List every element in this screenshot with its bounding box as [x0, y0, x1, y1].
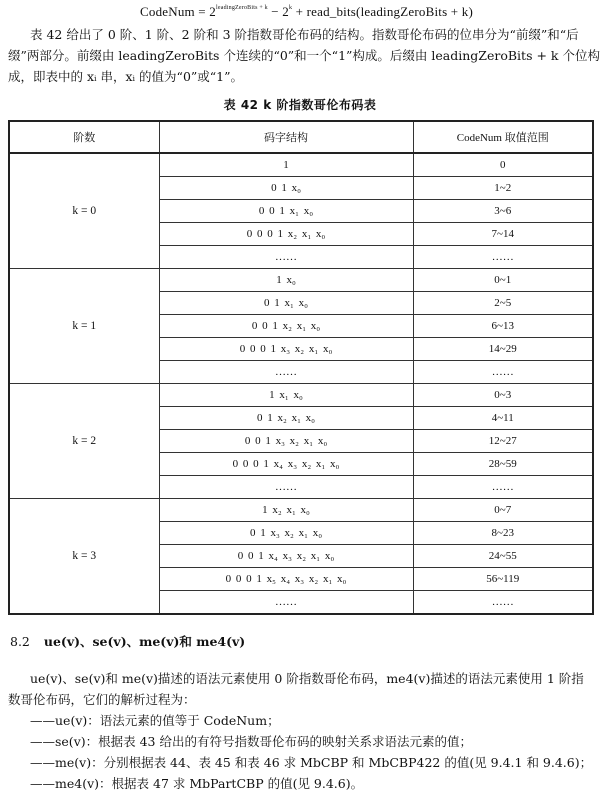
table-header-row: [9, 121, 593, 153]
codeword-cell: 0 0 0 1 x₃ x₂ x₁ x₀: [159, 338, 413, 361]
range-cell: 12~27: [413, 430, 593, 453]
range-cell: ……: [413, 591, 593, 615]
range-cell: 28~59: [413, 453, 593, 476]
codeword-cell: 0 0 0 1 x₄ x₃ x₂ x₁ x₀: [159, 453, 413, 476]
range-cell: 0~3: [413, 384, 593, 407]
body-line-1: ue(v)、se(v)和 me(v)描述的语法元素使用 0 阶指数哥伦布码，me4(v)描述的语法元素使用 1 阶指: [30, 671, 584, 686]
section-title: ue(v)、se(v)、me(v)和 me4(v): [43, 634, 246, 649]
intro-line-1: 表 42 给出了 0 阶、1 阶、2 阶和 3 阶指数哥伦布码的结构。指数哥伦布码的位串分为“前缀”和“后: [30, 27, 579, 42]
range-cell: 4~11: [413, 407, 593, 430]
list-item: ——me(v)：分别根据表 44、表 45 和表 46 求 MbCBP 和 MbCBP422 的值(见 9.4.1 和 9.4.6)；: [30, 755, 593, 770]
codeword-cell: 0 0 1 x₁ x₀: [159, 200, 413, 223]
table-row: [9, 269, 593, 292]
range-cell: 0~7: [413, 499, 593, 522]
order-cell: k = 2: [9, 384, 159, 499]
formula-rhs: + read_bits(leadingZeroBits + k): [292, 4, 474, 19]
table-row: [9, 384, 593, 407]
range-cell: 0~1: [413, 269, 593, 292]
codeword-cell: 0 1 x₁ x₀: [159, 292, 413, 315]
range-cell: ……: [413, 361, 593, 384]
formula-exponent-1: leadingZeroBits + k: [215, 4, 268, 11]
section-number: 8.2: [10, 634, 30, 649]
range-cell: 14~29: [413, 338, 593, 361]
range-cell: 0: [413, 153, 593, 177]
codeword-cell: ……: [159, 476, 413, 499]
list-item: ——se(v)：根据表 43 给出的有符号指数哥伦布码的映射关系求语法元素的值；: [30, 734, 472, 749]
codeword-cell: 1 x₂ x₁ x₀: [159, 499, 413, 522]
codeword-cell: 0 1 x₃ x₂ x₁ x₀: [159, 522, 413, 545]
range-cell: 7~14: [413, 223, 593, 246]
codeword-cell: 1: [159, 153, 413, 177]
range-cell: ……: [413, 476, 593, 499]
range-cell: 2~5: [413, 292, 593, 315]
codeword-cell: 1 x₀: [159, 269, 413, 292]
codeword-cell: ……: [159, 361, 413, 384]
range-cell: ……: [413, 246, 593, 269]
order-cell: k = 0: [9, 153, 159, 269]
codeword-cell: 0 0 1 x₃ x₂ x₁ x₀: [159, 430, 413, 453]
codeword-cell: ……: [159, 246, 413, 269]
range-cell: 8~23: [413, 522, 593, 545]
codeword-cell: 0 0 0 1 x₂ x₁ x₀: [159, 223, 413, 246]
codenum-formula: [140, 4, 473, 20]
formula-exponent-2: k: [288, 4, 293, 11]
header-codenum-range: CodeNum 取值范围: [413, 121, 593, 153]
codeword-cell: 0 1 x₂ x₁ x₀: [159, 407, 413, 430]
intro-line-2: 缀”两部分。前缀由 leadingZeroBits 个连续的“0”和一个“1”构成。后缀由 leadingZeroBits + k 个位构: [8, 48, 600, 63]
header-order: 阶数: [9, 121, 159, 153]
codeword-cell: 0 0 1 x₂ x₁ x₀: [159, 315, 413, 338]
codeword-cell: ……: [159, 591, 413, 615]
list-item: ——me4(v)：根据表 47 求 MbPartCBP 的值(见 9.4.6)。: [30, 776, 364, 791]
body-line-2: 数哥伦布码，它们的解析过程为：: [8, 692, 196, 707]
range-cell: 1~2: [413, 177, 593, 200]
formula-mid: − 2: [267, 4, 289, 19]
header-codeword: 码字结构: [159, 121, 413, 153]
codeword-cell: 1 x₁ x₀: [159, 384, 413, 407]
list-item: ——ue(v)：语法元素的值等于 CodeNum；: [30, 713, 280, 728]
table-title: 表 42 k 阶指数哥伦布码表: [223, 98, 377, 112]
codeword-cell: 0 1 x₀: [159, 177, 413, 200]
section-heading: [10, 632, 245, 650]
exp-golomb-table: [8, 120, 594, 615]
exp-golomb-table-wrap: [8, 120, 592, 615]
range-cell: 56~119: [413, 568, 593, 591]
order-cell: k = 1: [9, 269, 159, 384]
table-row: [9, 153, 593, 177]
order-cell: k = 3: [9, 499, 159, 615]
range-cell: 24~55: [413, 545, 593, 568]
range-cell: 3~6: [413, 200, 593, 223]
intro-line-3: 成，即表中的 xᵢ 串，xᵢ 的值为“0”或“1”。: [8, 69, 244, 84]
codeword-cell: 0 0 1 x₄ x₃ x₂ x₁ x₀: [159, 545, 413, 568]
codeword-cell: 0 0 0 1 x₅ x₄ x₃ x₂ x₁ x₀: [159, 568, 413, 591]
formula-lhs: CodeNum = 2: [140, 4, 216, 19]
range-cell: 6~13: [413, 315, 593, 338]
table-row: [9, 499, 593, 522]
